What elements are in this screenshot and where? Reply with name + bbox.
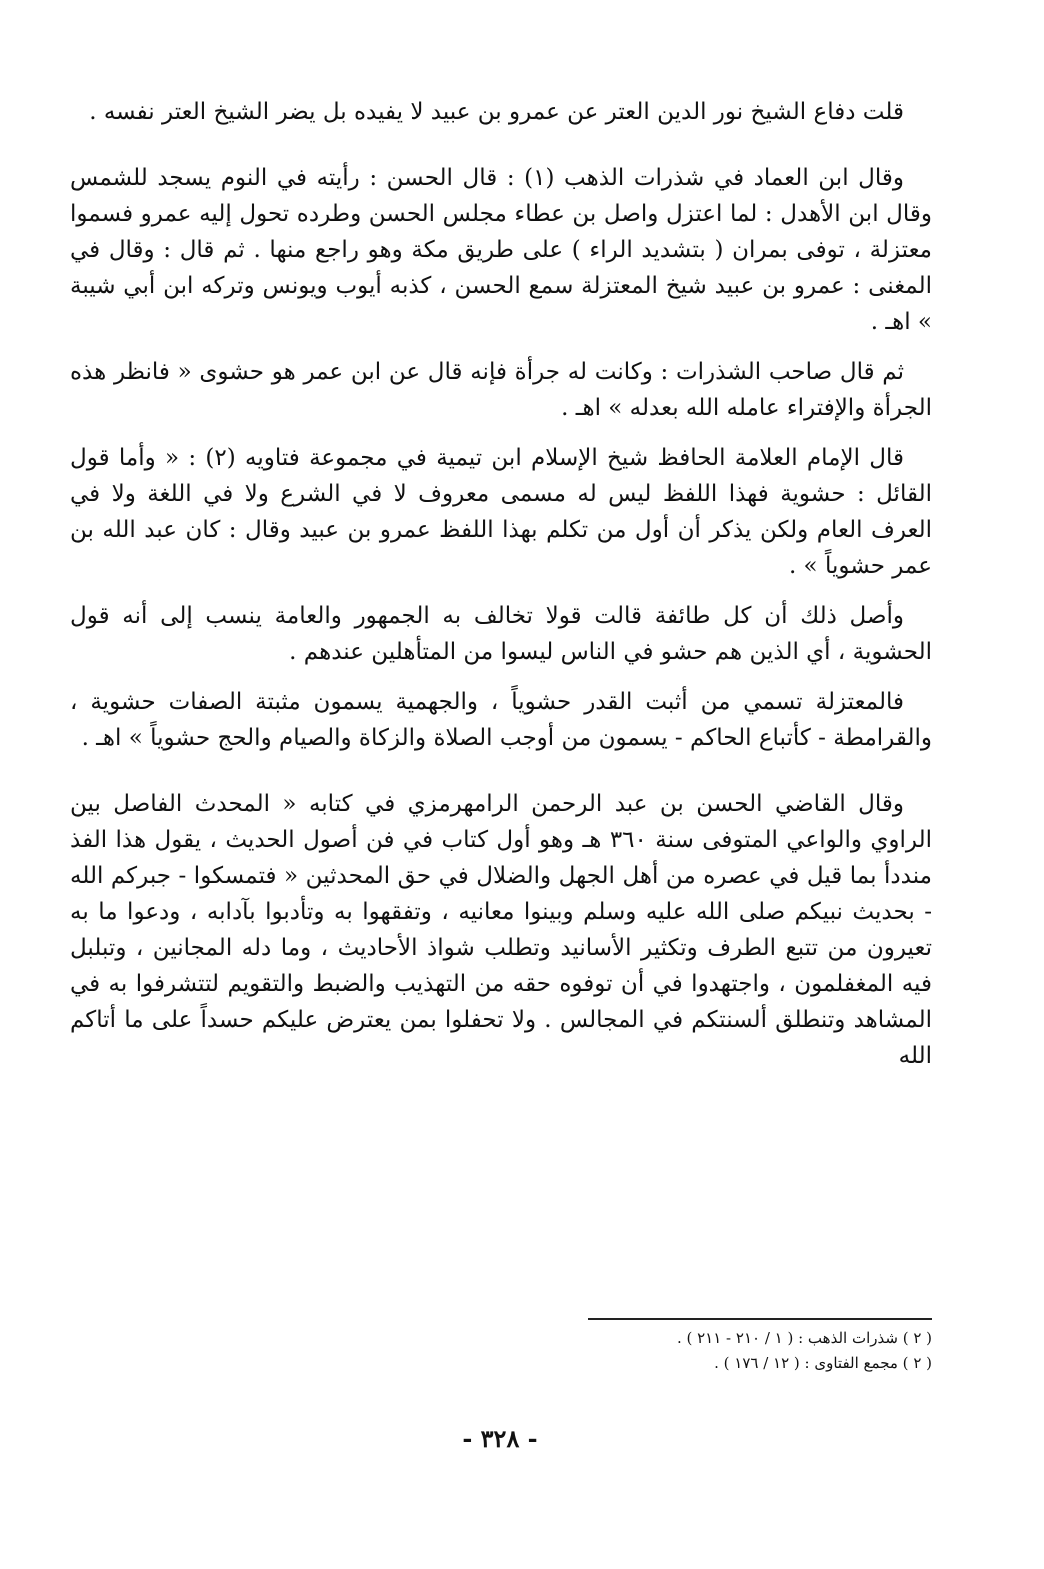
paragraph-7: وقال القاضي الحسن بن عبد الرحمن الرامهرمزي في كتابه « المحدث الفاصل بين الراوي والواعي المتوفى سنة ٣٦٠ هـ وهو أول كتاب في فن أصول الحديث ، يقول هذا الفذ منددأ بما قيل في عصره من أهل الجهل والضلال في حق المحدثين « فتمسكوا - جبركم الله - بحديث نبيكم صلى الله عليه وسلم وبينوا معانيه ، وتفقهوا به وتأدبوا بآدابه ، ودعوا ما به تعيرون من تتبع الطرف وتكثير الأسانيد وتطلب شواذ الأحاديث ، وما دله المجانين ، وتبلبل فيه المغفلمون ، واجتهدوا في أن توفوه حقه من التهذيب والضبط والتقويم لتتشرفوا به في المشاهد وتنطلق ألسنتكم في المجالس . ولا تحفلوا بمن يعترض عليكم حسداً على ما أتاكم الله xyxy=(70,791,932,1069)
page-number: - ٣٢٨ - xyxy=(462,1424,538,1453)
footnote-2: ( ٢ ) مجمع الفتاوى : ( ١٢ / ١٧٦ ) . xyxy=(714,1354,932,1372)
paragraph-4: قال الإمام العلامة الحافظ شيخ الإسلام ابن تيمية في مجموعة فتاويه (٢) : « وأما قول القائل : حشوية فهذا اللفظ ليس له مسمى معروف لا في الشرع ولا في اللغة ولا في العرف العام ولكن يذكر أن أول من تكلم بهذا اللفظ عمرو بن عبيد وقال : كان عبد الله بن عمر حشوياً » . xyxy=(70,445,932,579)
paragraph-3: ثم قال صاحب الشذرات : وكانت له جرأة فإنه قال عن ابن عمر هو حشوى « فانظر هذه الجرأة والإفتراء عامله الله بعدله » اهـ . xyxy=(70,359,932,421)
main-text xyxy=(70,94,932,1088)
paragraph-2: وقال ابن العماد في شذرات الذهب (١) : قال الحسن : رأيته في النوم يسجد للشمس وقال ابن الأهدل : لما اعتزل واصل بن عطاء مجلس الحسن وطرده تحول إليه عمرو فسموا معتزلة ، توفى بمران ( بتشديد الراء ) على طريق مكة وهو راجع منها . ثم قال : وقال في المغنى : عمرو بن عبيد شيخ المعتزلة سمع الحسن ، كذبه أيوب ويونس وتركه ابن أبي شيبة » اهـ . xyxy=(70,165,932,335)
footnote-divider xyxy=(588,1318,932,1320)
footnote-1: ( ٢ ) شذرات الذهب : ( ١ / ٢١٠ - ٢١١ ) . xyxy=(676,1329,932,1347)
footnotes xyxy=(560,1326,932,1376)
paragraph-5: وأصل ذلك أن كل طائفة قالت قولا تخالف به الجمهور والعامة ينسب إلى أنه قول الحشوية ، أي الذين هم حشو في الناس ليسوا من المتأهلين عندهم . xyxy=(70,603,932,665)
paragraph-1: قلت دفاع الشيخ نور الدين العتر عن عمرو بن عبيد لا يفيده بل يضر الشيخ العتر نفسه . xyxy=(89,99,904,125)
paragraph-6: فالمعتزلة تسمي من أثبت القدر حشوياً ، والجهمية يسمون مثبتة الصفات حشوية ، والقرامطة - كأتباع الحاكم - يسمون من أوجب الصلاة والزكاة والصيام والحج حشوياً » اهـ . xyxy=(70,689,932,751)
